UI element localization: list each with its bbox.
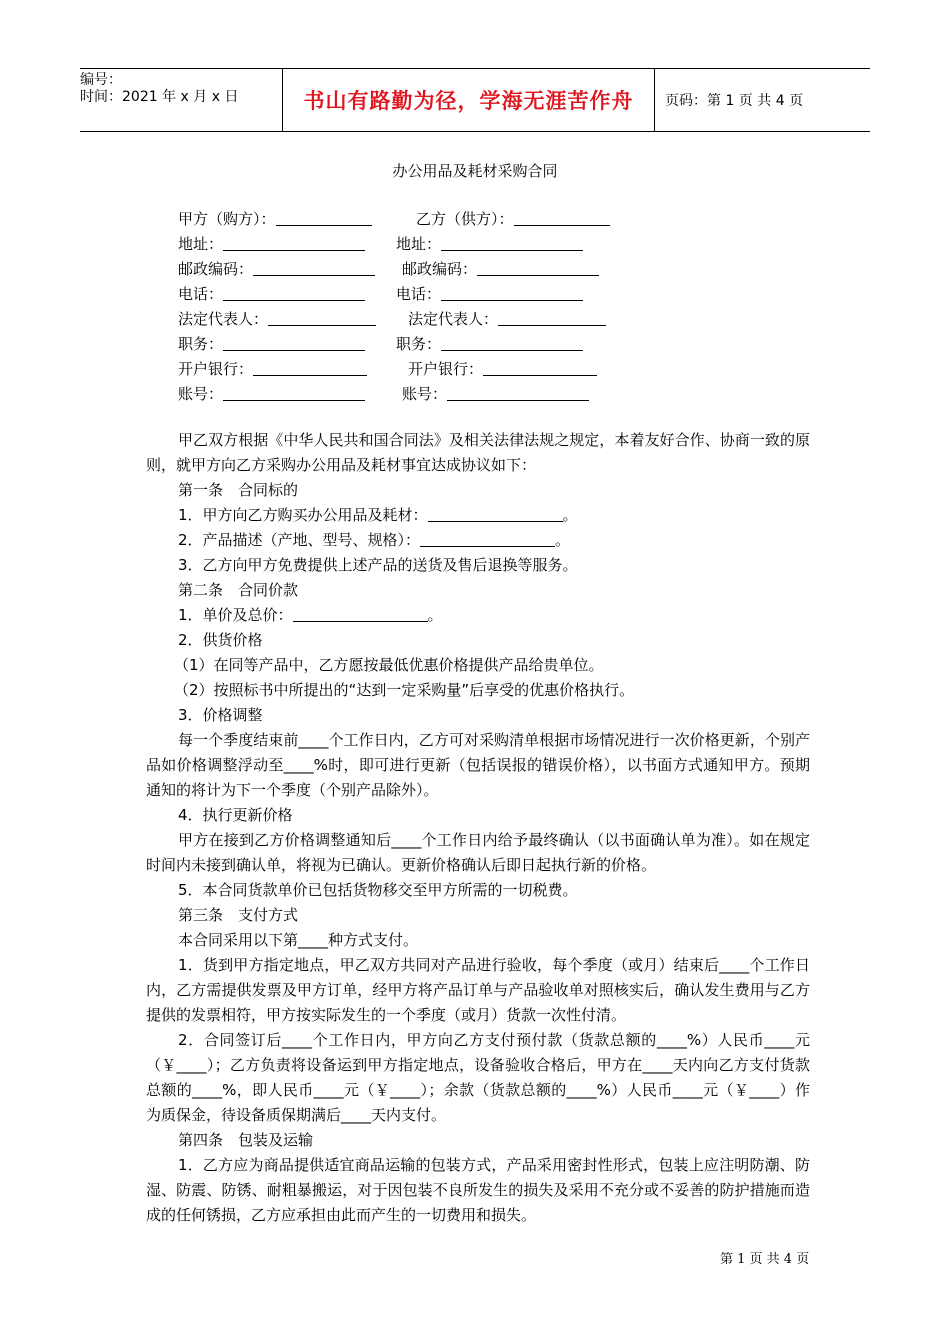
field-label: 账号： (402, 385, 448, 403)
field-label: 法定代表人： (408, 310, 499, 328)
party-row (178, 232, 778, 257)
clause-3-1: 1．货到甲方指定地点，甲乙双方共同对产品进行验收，每个季度（或月）结束后____个工作日内，乙方需提供发票及甲方订单，经甲方将产品订单与产品验收单对照核实后，确认发生费用与乙方提供的发票相符，甲方按实际发生的一个季度（或月）货款一次性付清。 (146, 956, 810, 1024)
blank-field (514, 209, 610, 226)
field-label: 职务： (396, 335, 442, 353)
blank-field (253, 359, 367, 376)
clause-2-3: 3．价格调整 (178, 706, 263, 724)
blank-field (483, 359, 597, 376)
party-row (178, 257, 778, 282)
clause-4-1: 1．乙方应为商品提供适宜商品运输的包装方式，产品采用密封性形式，包装上应注明防潮、防湿、防震、防锈、耐粗暴搬运，对于因包装不良所发生的损失及采用不充分或不妥善的防护措施而造成的任何锈损，乙方应承担由此而产生的一切费用和损失。 (146, 1156, 810, 1224)
clause-1-1: 1．甲方向乙方购买办公用品及耗材： 。 (178, 506, 578, 524)
header-motto-cell (282, 69, 655, 131)
blank-field (268, 309, 376, 326)
page-header (80, 68, 870, 132)
clause-1-3: 3．乙方向甲方免费提供上述产品的送货及售后退换等服务。 (178, 556, 578, 574)
document-title: 办公用品及耗材采购合同 (392, 162, 558, 180)
document-date-label: 时间：2021 年 x 月 x 日 (80, 89, 239, 105)
page-footer: 第 1 页 共 4 页 (720, 1252, 810, 1267)
party-row (178, 307, 778, 332)
article-4-heading: 第四条 包装及运输 (178, 1131, 314, 1149)
article-1-heading: 第一条 合同标的 (178, 481, 299, 499)
clause-2-4-text: 甲方在接到乙方价格调整通知后____个工作日内给予最终确认（以书面确认单为准）。如在规定时间内未接到确认单，将视为已确认。更新价格确认后即日起执行新的价格。 (146, 831, 810, 874)
clause-2-2-2: （2）按照标书中所提出的“达到一定采购量”后享受的优惠价格执行。 (174, 681, 635, 699)
clause-2-2: 2．供货价格 (178, 631, 263, 649)
blank-field (223, 284, 365, 301)
clause-3-2: 2．合同签订后____个工作日内，甲方向乙方支付预付款（货款总额的____%）人民币____元（￥____）；乙方负责将设备运到甲方指定地点，设备验收合格后，甲方在____天内向乙方支付货款总额的____%，即人民币____元（￥____）；余款（货款总额的____%）人民币____元（￥____）作为质保金，待设备质保期满后____天内支付。 (146, 1031, 810, 1124)
field-label: 法定代表人： (178, 310, 269, 328)
clause-2-5: 5．本合同货款单价已包括货物移交至甲方所需的一切税费。 (178, 881, 578, 899)
header-page-cell (655, 69, 870, 131)
blank-field (477, 259, 599, 276)
blank-field (447, 384, 589, 401)
blank-field (441, 284, 583, 301)
party-row (178, 382, 778, 407)
field-label: 邮政编码： (402, 260, 478, 278)
party-row (178, 282, 778, 307)
blank-field (498, 309, 606, 326)
field-label: 开户银行： (178, 360, 254, 378)
field-label: 职务： (178, 335, 224, 353)
field-label: 电话： (396, 285, 442, 303)
field-label: 电话： (178, 285, 224, 303)
header-meta (80, 69, 282, 131)
parties-block (178, 207, 778, 407)
clause-2-1: 1．单价及总价： 。 (178, 606, 443, 624)
intro-paragraph: 甲乙双方根据《中华人民共和国合同法》及相关法律法规之规定，本着友好合作、协商一致的原则，就甲方向乙方采购办公用品及耗材事宜达成协议如下： (146, 431, 810, 474)
header-page-number: 页码：第 1 页 共 4 页 (665, 93, 804, 109)
party-row (178, 332, 778, 357)
field-label: 地址： (178, 235, 224, 253)
contract-body (146, 428, 810, 1228)
blank-field (441, 234, 583, 251)
header-motto: 书山有路勤为径，学海无涯苦作舟 (303, 88, 634, 113)
blank-field (223, 334, 365, 351)
blank-field (223, 234, 365, 251)
blank-field (223, 384, 365, 401)
buyer-label: 甲方（购方）： (178, 210, 276, 228)
clause-3-intro: 本合同采用以下第____种方式支付。 (178, 931, 419, 949)
field-label: 开户银行： (408, 360, 484, 378)
clause-2-3-text: 每一个季度结束前____个工作日内，乙方可对采购清单根据市场情况进行一次价格更新，个别产品如价格调整浮动至____%时，即可进行更新（包括误报的错误价格），以书面方式通知甲方。预期通知的将计为下一个季度（个别产品除外）。 (146, 731, 810, 799)
blank-field (253, 259, 375, 276)
field-label: 邮政编码： (178, 260, 254, 278)
blank-field (420, 530, 555, 547)
article-3-heading: 第三条 支付方式 (178, 906, 299, 924)
document-number-label: 编号： (80, 72, 122, 88)
party-row (178, 207, 778, 232)
blank-field (276, 209, 372, 226)
clause-2-2-1: （1）在同等产品中，乙方愿按最低优惠价格提供产品给贵单位。 (174, 656, 604, 674)
blank-field (293, 605, 428, 622)
blank-field (428, 505, 563, 522)
field-label: 地址： (396, 235, 442, 253)
clause-1-2: 2．产品描述（产地、型号、规格）： 。 (178, 531, 571, 549)
seller-label: 乙方（供方）： (416, 210, 514, 228)
party-row (178, 357, 778, 382)
article-2-heading: 第二条 合同价款 (178, 581, 299, 599)
field-label: 账号： (178, 385, 224, 403)
clause-2-4: 4．执行更新价格 (178, 806, 293, 824)
blank-field (441, 334, 583, 351)
